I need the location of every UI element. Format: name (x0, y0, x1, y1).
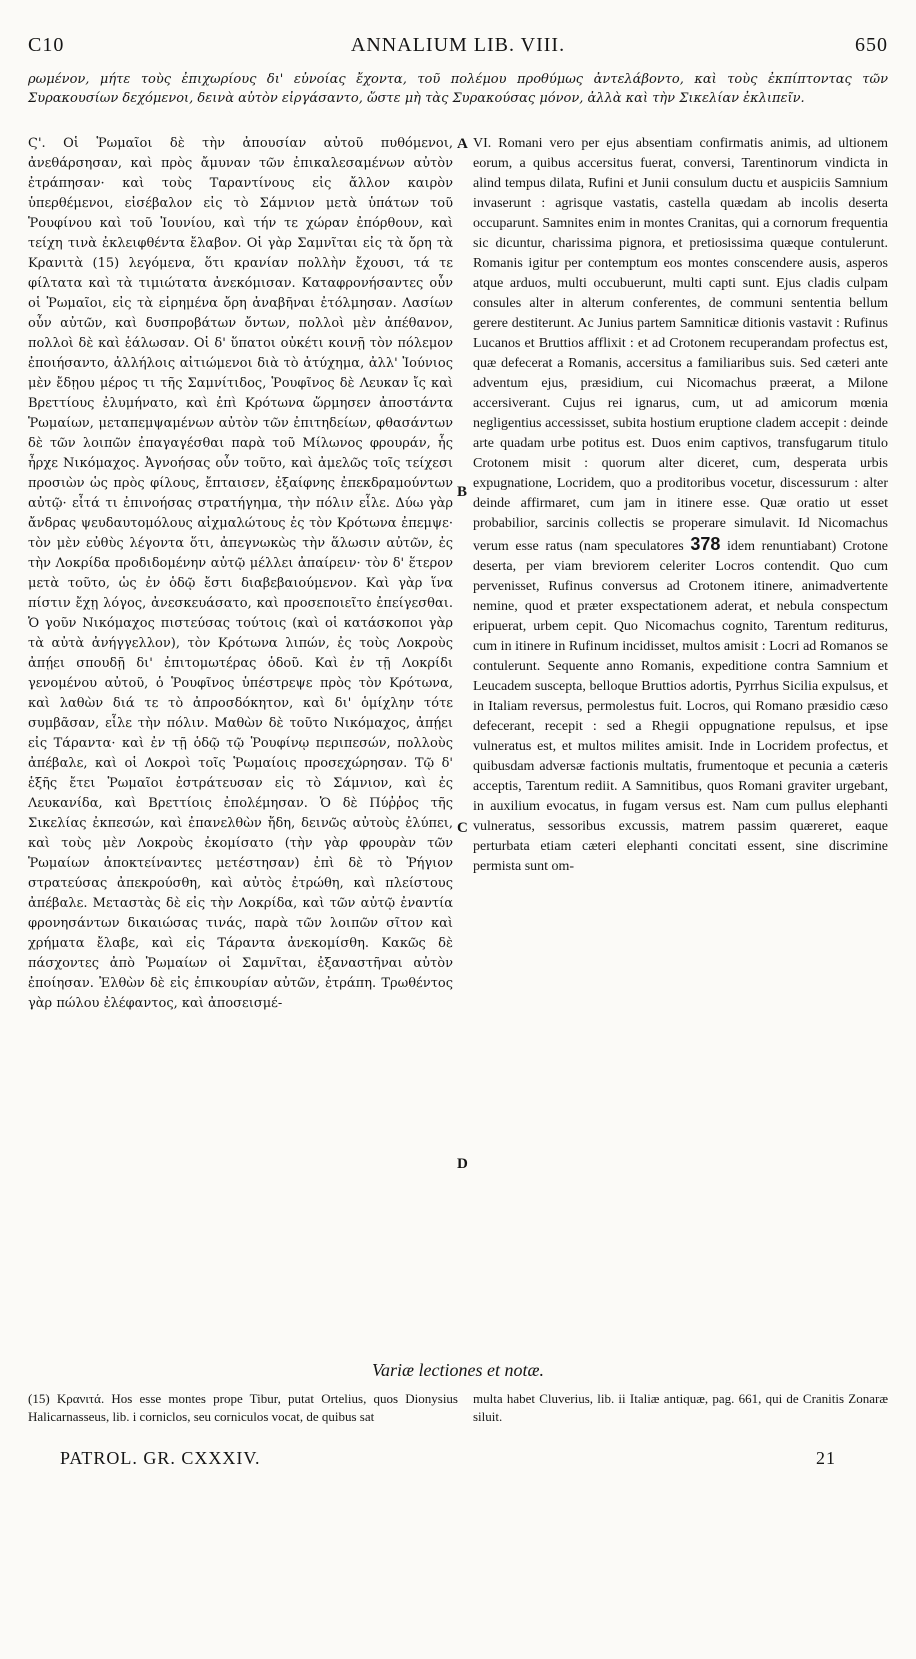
page-footer (60, 1448, 836, 1472)
footer-signature: 21 (816, 1448, 836, 1468)
section-marker-a: A (457, 136, 468, 152)
intro-text: ρωμένον, μήτε τοὺς ἐπιχωρίους δι' εὐνοίας ἔχοντα, τοῦ πολέμου προθύμως ἀντελάβοντο, καὶ τοὺς ἐκπίπτοντας τῶν Συρακουσίων δεχόμενοι, δεινὰ αὐτὸν εἰργάσαντο, ὥστε μὴ τὰς Συρακούσας μόνον, ἀλλὰ καὶ τὴν Σικελίαν ἐκλιπεῖν. (28, 72, 888, 106)
intro-greek-paragraph (28, 70, 888, 108)
page-header (28, 34, 888, 60)
footer-series: PATROL. GR. CXXXIV. (60, 1448, 261, 1468)
note-left: (15) Κρανιτά. Hos esse montes prope Tibur, putat Ortelius, quos Dionysius Halicarnasseus, lib. i corniclos, seu corniculos vocat, de quibus sat (28, 1391, 458, 1424)
margin-figure: 378 (690, 534, 721, 554)
column-number-right: 650 (855, 34, 888, 56)
latin-text-part-1: VI. Romani vero per ejus absentiam confirmatis animis, ad ultionem eorum, a quibus accersitus fuerat, conversi, Tarentinorum vindicta in alind tempus dilata, Rufini et Junii consulum ductu et auspiciis Samnium invaserunt : agrisque vastatis, castella quædam ab incolis deserta occuparunt. Samnites enim in montes Cranitas, qui a cornorum frequentia sic dicuntur, charissima pignora, et pretiosissima quæque contulerunt. Romanis igitur per contemptum eos montes conscendere ausis, asperos atque arduos, multi occubuerunt, multi capti sunt. Ejus cladis culpam consules alter in alterum conferentes, de communi sententia bellum gerere destiterunt. Ac Junius partem Samniticæ ditionis vastavit : Rufinus Lucanos et Bruttios afflixit : et ad Crotonem recuperandam profectus est, quæ defecerat a Romanis, accersitus a familiaribus suis. Sed cæteri ante adventum ejus, præsidium, cui Nicomachus præerat, a Milone accersiverant. Cujus rei ignarus, cum, ut ad amicorum mœnia negligentius accessisset, subita hostium eruptione cladem accepit : deinde arte quadam urbe potitus est. Duos enim captivos, transfugarum titulo Crotonem misit : quorum alter diceret, cum, desperata urbis expugnatione, Locridem, quo a proditoribus vocetur, discessurum : alter deinde affirmaret, cum jam in itinere esse. Quæ oratio ut esset probabilior, sarcinis collectis se properare simulavit. Id Nicomachus verum esse ratus (nam speculatores (473, 136, 888, 554)
greek-text: Ϛ'. Οἱ Ῥωμαῖοι δὲ τὴν ἀπουσίαν αὐτοῦ πυθόμενοι, ἀνεθάρσησαν, καὶ πρὸς ἄμυναν τῶν ἐπικαλεσαμένων αὐτὸν ἐτράπησαν· καὶ τοὺς Ταραντίνους εἰς ἄλλον καιρὸν ὑπερθέμενοι, εἰσέβαλον εἰς τὸ Σάμνιον μετὰ ὑπάτων τοῦ Ῥουφίνου καὶ τοῦ Ἰουνίου, καὶ τήν τε χώραν ἐπόρθουν, καὶ τείχη τινὰ ἐκλειφθέντα ἔλαβον. Οἱ γὰρ Σαμνῖται εἰς τὰ ὄρη τὰ Κρανιτὰ (15) λεγόμενα, ὅτι κρανίαν πολλὴν ἔχουσι, τά τε φίλτατα καὶ τὰ τιμιώτατα ἀνεκόμισαν. Καταφρονήσαντες οὖν οἱ Ῥωμαῖοι, εἰς τὰ εἰρημένα ὄρη ἀναβῆναι ἐτόλμησαν. Λασίων οὖν αὐτῶν, καὶ δυσπροβάτων ὄντων, πολλοὶ μὲν ἀπέθανον, πολλοὶ δὲ καὶ ἑάλωσαν. Οἱ δ' ὕπατοι οὐκέτι κοινῇ τὸν πόλεμον ἐποιήσαντο, ἀλλήλοις αἰτιώμενοι διὰ τὸ ἀτύχημα, ἀλλ' Ἰούνιος μὲν ἔδῃου μέρος τι τῆς Σαμνίτιδος, Ῥουφῖνος δὲ Λευκαν ἴς καὶ Βρεττίους ἐλυμήνατο, καὶ ἐπὶ Κρότωνα ὥρμησεν ἀποστάντα Ῥωμαίων, μεταπεμψαμένων αὐτὸν τῶν ἐπιτηδείων, φθασάντων δὲ τῶν λοιπῶν ἐπαγαγέσθαι παρὰ τοῦ Μίλωνος φρουράν, ἧς ἦρχε Νικόμαχος. Ἀγνοήσας οὖν τοῦτο, καὶ ἀμελῶς τοῖς τείχεσι προσιὼν ὡς πρὸς φίλους, ἔπταισεν, ἐξαίφνης ἐπεκδραμούντων αὐτῷ· εἶτά τι ἐπινοήσας στρατήγημα, τὴν πόλιν εἷλε. Δύω γὰρ ἄνδρας ψευδαυτομόλους αἰχμαλώτους ἐς τὸν Κρότωνα ἐπεμψε· τὸν μὲν εὐθὺς λέγοντα ὅτι, ἀπεγνωκὼς τὴν ἅλωσιν αὐτῶν, ἐς τὴν Λοκρίδα προδιδομένην αὐτῷ μέλλει ἀπαίρειν· τὸν δ' ἕτερον μετὰ τοῦτο, ὡς ἐν ὁδῷ ἔστι διαβεβαιούμενον. Καὶ γὰρ ἵνα πίστιν ἔχῃ λόγος, ἀνεσκευάσατο, καὶ προσεποιεῖτο ἐπείγεσθαι. Ὁ γοῦν Νικόμαχος πιστεύσας τούτοις (καὶ οἱ κατάσκοποι γὰρ τὰ αὐτὰ ἀνήγγελλον), τὸν Κρότωνα λιπών, ἐς τοὺς Λοκροὺς ἀπῄει σπουδῇ δι' ἐπιτομωτέρας ὁδοῦ. Καὶ ἐν τῇ Λοκρίδι γενομένου αὐτοῦ, ὁ Ῥουφῖνος ὑπέστρεψε πρὸς τὸν Κρότωνα, καὶ λαθὼν διά τε τὸ ἀπροσδόκητον, καὶ δι' ὁμίχλην τότε συμβᾶσαν, εἷλε τὴν πόλιν. Μαθὼν δὲ τοῦτο Νικόμαχος, ἀπῄει εἰς Τάραντα· καὶ ἐν τῇ ὁδῷ τῷ Ῥουφίνῳ περιπεσών, πολλοὺς ἀπέβαλε, καὶ οἱ Λοκροὶ τοῖς Ῥωμαίοις προσεχώρησαν. Τῷ δ' ἑξῆς ἔτει Ῥωμαῖοι ἐστράτευσαν εἰς τὸ Σάμνιον, καὶ ἐς Λευκανίδα, καὶ Βρεττίοις ἐπολέμησαν. Ὁ δὲ Πύῤῥος τῆς Σικελίας ἐκπεσών, καὶ ἐπανελθὼν ἤδη, δεινῶς αὐτοὺς ἐλύπει, καὶ τοὺς μὲν Λοκροὺς ἐκομίσατο (τὴν γὰρ φρουρὰν τῶν Ῥωμαίων ἀποκτείναντες μετέστησαν) ἐπὶ δὲ τὸ Ῥήγιον στρατεύσας ἀπεκρούσθη, καὶ αὐτὸς ἐτρώθη, καὶ πλείστους ἀπέβαλε. Μεταστὰς δὲ εἰς τὴν Λοκρίδα, καὶ τῶν αὐτῷ ἐναντία φρονησάντων δικαιώσας τινάς, παρὰ τῶν λοιπῶν σῖτον καὶ χρήματα ἔλαβε, καὶ εἰς Τάραντα ἀνεκομίσθη. Κακῶς δὲ πάσχοντες ἀπὸ Ῥωμαίων οἱ Σαμνῖται, ἐξαναστῆναι αὐτὸν ἐποίησαν. Ἐλθὼν δὲ εἰς ἐπικουρίαν αὐτῶν, ἐτράπη. Τρωθέντος γὰρ πώλου ἐλέφαντος, καὶ ἀποσεισμέ- (28, 136, 453, 1011)
running-title: ANNALIUM LIB. VIII. (350, 34, 566, 56)
latin-text-part-2: idem renuntiabant) Crotone deserta, per viam breviorem celeriter Locros contendit. Quo cum pervenisset, Rufinus conversus ad Crotonem itinere, animadvertente nemine, quod et præter exspectationem aderat, et nebula conspectum eripuerat, urbem cepit. Quo Nicomachus cognito, Tarentum rediturus, cum in itinere in Rufinum incidisset, multos amisit : Locri ad Romanos se contulerunt. Sequente anno Romanis, expeditione contra Samnium et Leucadem suscepta, belloque Bruttios adortis, Pyrrhus Sicilia expulsus, et in Italiam reversus, permolestus fuit. Locros, qui Romano præsidio cæso defecerant, recepit : sed a Rhegii oppugnatione repulsus, et ipse vulneratus est, et multos milites amisit. Inde in Locridem profectus, et quibusdam adversæ factionis multatis, frumentoque et pecunia a cæteris acceptis, Tarentum rediit. A Samnitibus, quos Romani graviter urgebant, in auxilium evocatus, in fugam versus est. Nam cum pullus elephanti vulneratus, sessoribus excussis, matrem passim quæreret, eaque perturbata etiam cæteri elephanti concitati essent, sine discrimine permista sunt om- (473, 539, 889, 874)
greek-column (28, 134, 453, 1014)
latin-text (473, 134, 888, 877)
section-marker-d: D (457, 1156, 468, 1172)
section-marker-c: C (457, 820, 468, 836)
section-marker-b: B (457, 484, 468, 500)
parallel-columns (28, 134, 888, 1659)
notes-title: Variæ lectiones et notæ. (372, 1360, 544, 1380)
column-number-left: C10 (28, 34, 65, 56)
latin-column (473, 134, 888, 877)
note-right: multa habet Cluverius, lib. ii Italiæ antiquæ, pag. 661, qui de Cranitis Zonaræ siluit. (473, 1391, 888, 1424)
